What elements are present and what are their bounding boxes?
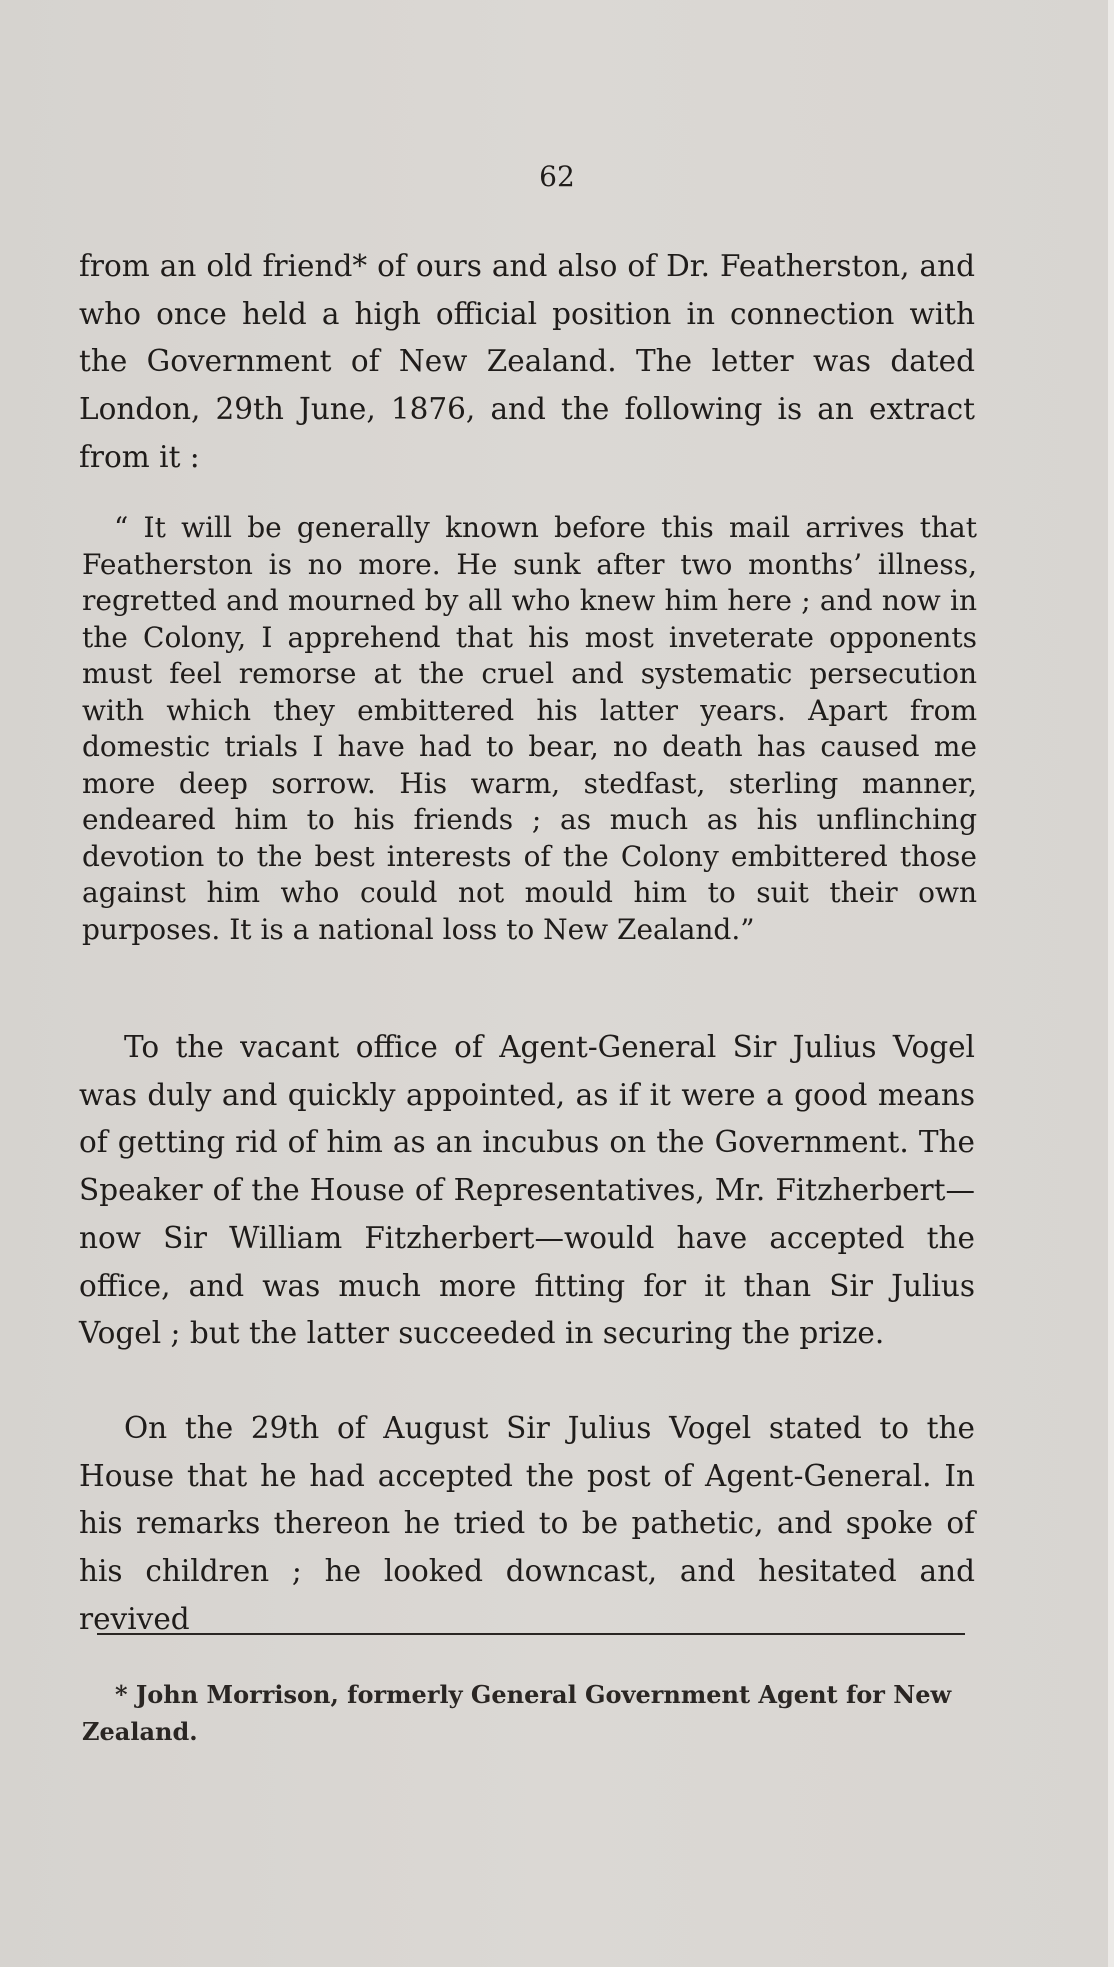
letter-quotation: “ It will be generally known before this mail arrives that Featherston is no more. He sunk after two months’ illness, regretted and mourned by all who knew him here ; and now in the Colony, I apprehend that his most inveterate opponents must feel remorse at the cruel and systematic persecution with which they embittered his latter years. Apart from domestic trials I have had to bear, no death has caused me more deep sorrow. His warm, stedfast, sterling manner, endeared him to his friends ; as much as his unflinching devotion to the best interests of the Colony embittered those against him who could not mould him to suit their own purposes. It is a national loss to New Zealand.” <box>82 511 977 946</box>
paragraph-august-statement: On the 29th of August Sir Julius Vogel stated to the House that he had accepted the post of Agent-General. In his remarks thereon he tried to be pathetic, and spoke of his children ; he looked downcast, and hesitated and revived <box>79 1411 975 1636</box>
paragraph-agent-general: To the vacant office of Agent-General Sir Julius Vogel was duly and quickly appointed, as if it were a good means of getting rid of him as an incubus on the Government. The Speaker of the House of Representatives, Mr. Fitzherbert—now Sir William Fitzherbert—would have accepted the office, and was much more fitting for it than Sir Julius Vogel ; but the latter succeeded in securing the prize. <box>79 1030 975 1351</box>
page-number: 62 <box>539 160 575 193</box>
page-edge <box>1108 0 1114 1967</box>
footnote: * John Morrison, formerly General Government Agent for New Zealand. <box>82 1680 952 1746</box>
footnote-divider <box>97 1633 965 1635</box>
paragraph-opening: from an old friend* of ours and also of Dr. Featherston, and who once held a high official position in connection with the Government of New Zealand. The letter was dated London, 29th June, 1876, and the following is an extract from it : <box>79 249 975 474</box>
